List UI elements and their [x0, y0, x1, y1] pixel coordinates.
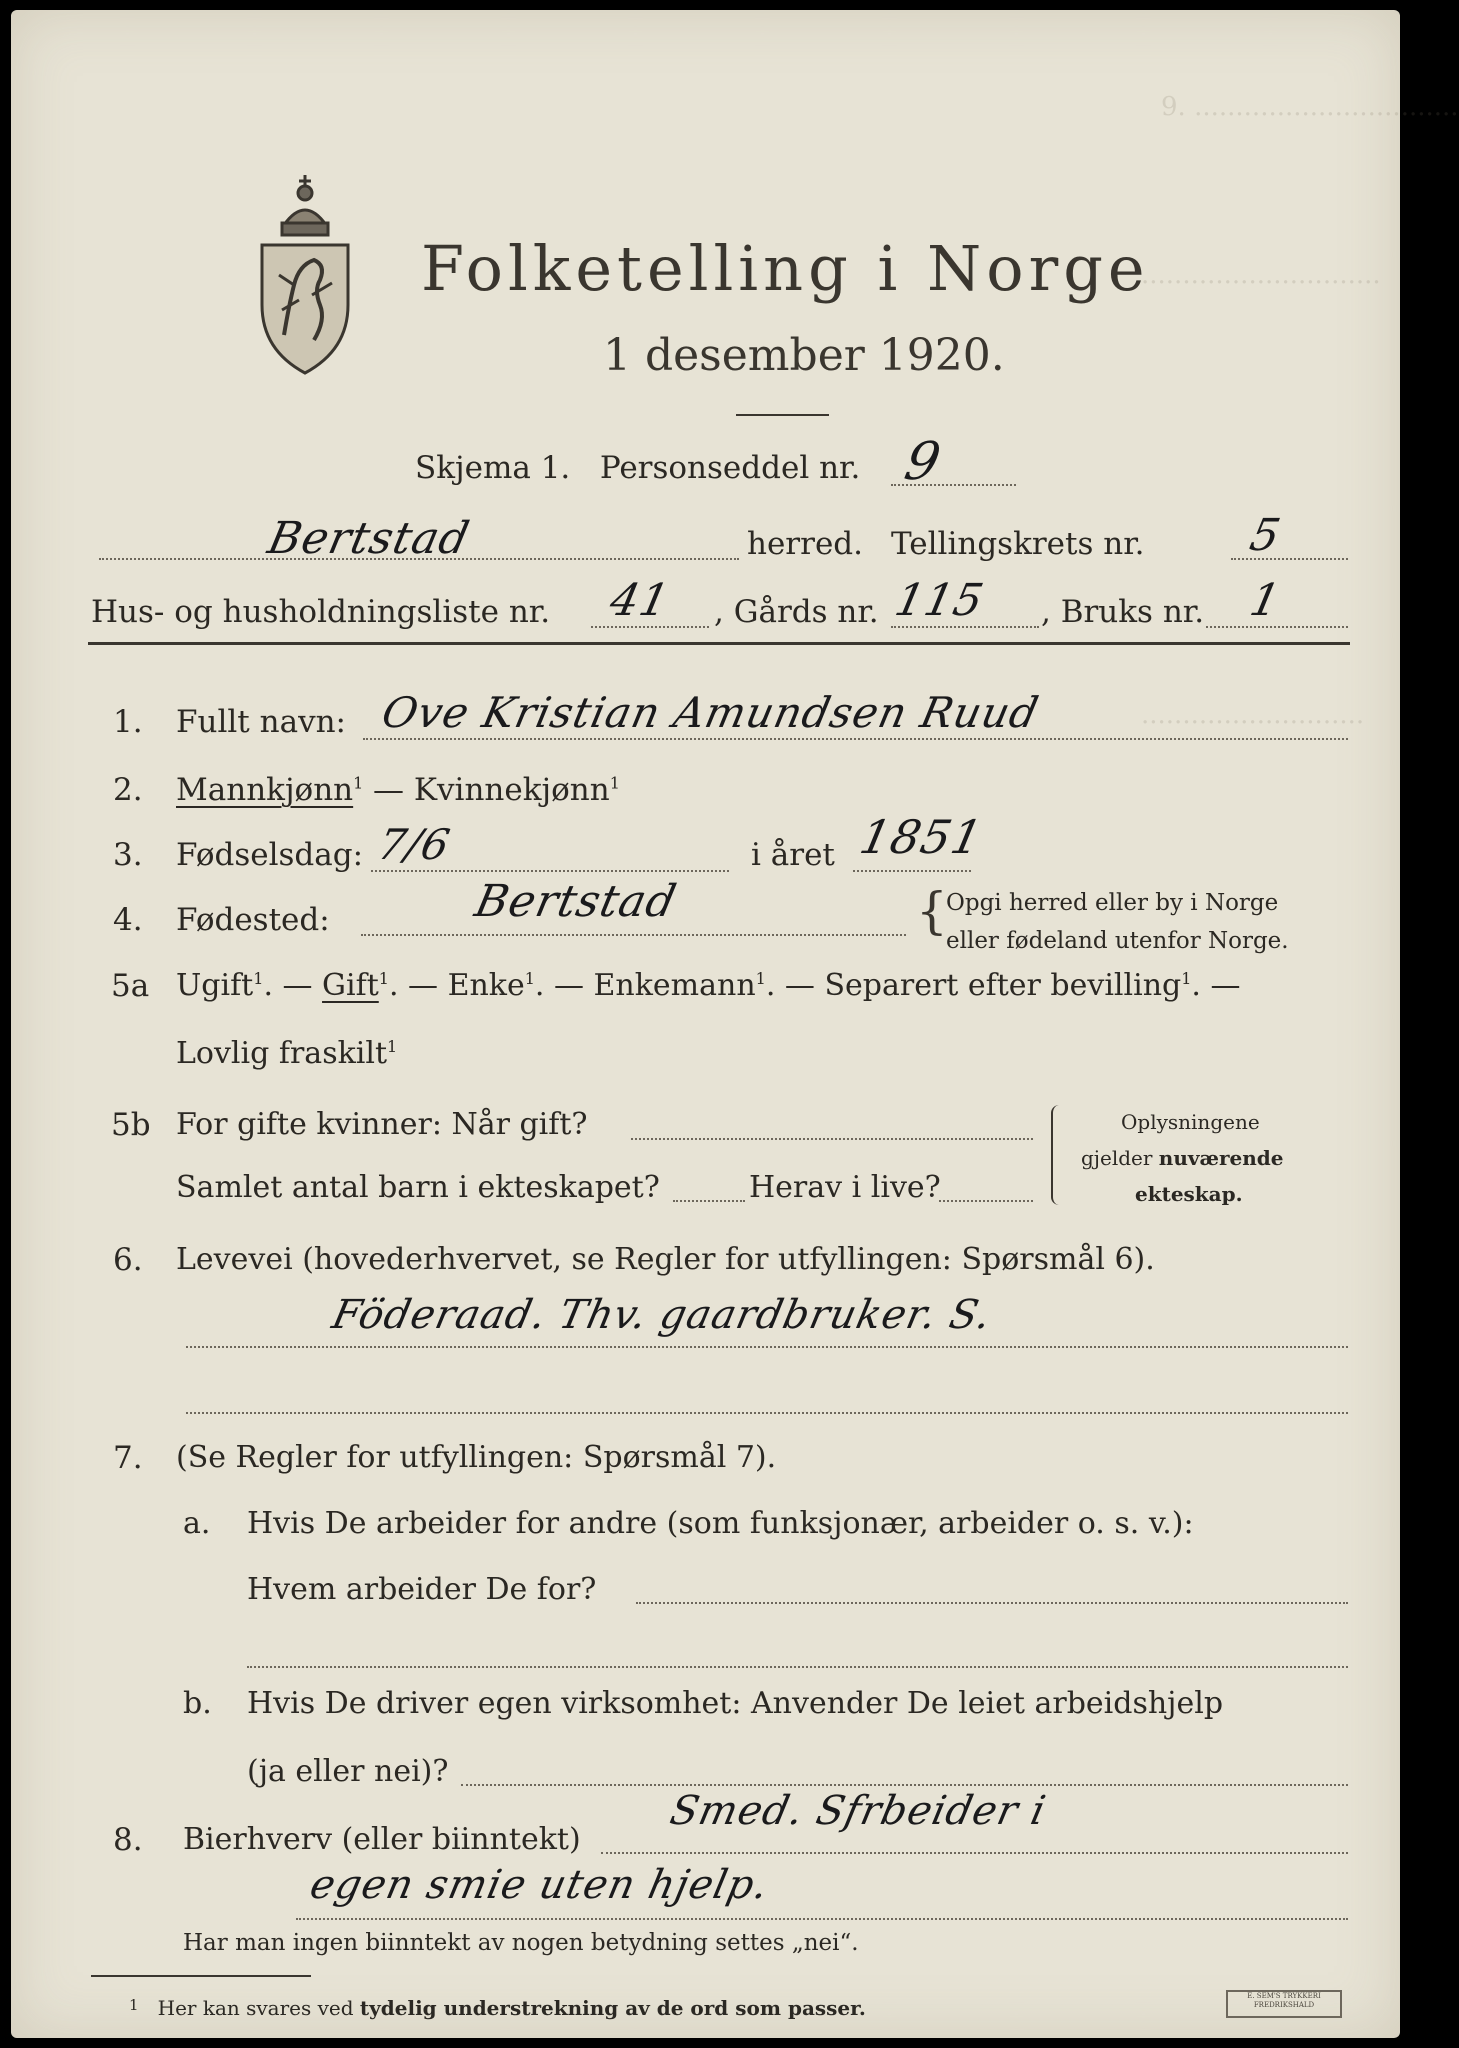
header-divider [88, 642, 1350, 645]
footnote-divider [91, 1975, 311, 1977]
footnote-number: 1 [129, 1996, 139, 2014]
holding-no-value: 1 [1245, 575, 1286, 626]
footnote-mark: 1 [609, 773, 620, 793]
printer-stamp-line: E. SEM'S TRYKKERI [1247, 1992, 1321, 2000]
q1-label: Fullt navn: [176, 704, 346, 740]
employer-field-line1[interactable] [636, 1602, 1348, 1604]
birthplace-value: Bertstad [470, 876, 682, 927]
q4-note-line1: Opgi herred eller by i Norge [946, 890, 1279, 916]
birthday-field[interactable] [371, 870, 729, 872]
form-date: 1 desember 1920. [603, 330, 1005, 381]
q4-label: Fødested: [176, 902, 330, 938]
q6-label: Levevei (hovederhvervet, se Regler for utfyllingen: Spørsmål 6). [176, 1242, 1155, 1277]
q5a-number: 5a [111, 968, 150, 1004]
farm-no-value: 115 [890, 575, 989, 626]
household-list-field[interactable] [591, 626, 709, 628]
option-married[interactable] [322, 968, 389, 1003]
q5b-number: 5b [111, 1107, 151, 1143]
herred-label: herred. [747, 526, 863, 562]
separator: . — [534, 968, 594, 1003]
secondary-income-value-line2: egen smie uten hjelp. [306, 1862, 773, 1908]
option-text: Ugift [176, 968, 254, 1003]
footnote-mark: 1 [387, 1037, 398, 1056]
footnote-mark: 1 [253, 969, 264, 988]
birth-year-field[interactable] [853, 870, 971, 872]
q8-number: 8. [113, 1822, 143, 1858]
district-value: 5 [1245, 510, 1286, 561]
farm-no-label: , Gårds nr. [714, 594, 879, 630]
q2-male-option[interactable] [176, 772, 363, 808]
q5b-note-line3: ekteskap. [1135, 1182, 1243, 1206]
schema-text: Skjema 1. [415, 450, 571, 486]
full-name-value: Ove Kristian Amundsen Ruud [377, 688, 1044, 737]
person-slip-label: Personseddel nr. [599, 450, 861, 486]
q5b-note-line1: Oplysningene [1121, 1110, 1260, 1134]
q5b-bracket [1051, 1105, 1063, 1205]
option-text: Gift [322, 968, 379, 1003]
option-text: Separert efter bevilling [824, 968, 1182, 1003]
option-separated[interactable] [824, 968, 1191, 1003]
q5b-label: For gifte kvinner: Når gift? [176, 1107, 588, 1142]
option-text: Lovlig fraskilt [176, 1036, 388, 1071]
occupation-field-line2[interactable] [186, 1412, 1348, 1414]
q7a-label: Hvis De arbeider for andre (som funksjonær, arbeider o. s. v.): [247, 1506, 1194, 1541]
bleed-through-text: 9. ................................ [1161, 92, 1459, 122]
district-label: Tellingskrets nr. [891, 526, 1145, 562]
bleed-through-text: ............................. [1141, 260, 1381, 290]
q2-number: 2. [113, 772, 143, 808]
q2-female-option[interactable] [373, 772, 620, 808]
q5b-note-line2 [1081, 1146, 1284, 1170]
title-divider [736, 414, 829, 416]
children-alive-field[interactable] [939, 1200, 1033, 1202]
note-text: gjelder [1081, 1146, 1153, 1170]
q6-number: 6. [113, 1242, 143, 1278]
option-widow[interactable] [448, 968, 535, 1003]
q3-label: Fødselsdag: [176, 837, 364, 873]
occupation-field-line1[interactable] [186, 1346, 1348, 1348]
secondary-income-field-line1[interactable] [601, 1852, 1348, 1854]
secondary-income-value-line1: Smed. Sfrbeider i [666, 1788, 1051, 1834]
footnote-mark: 1 [1181, 969, 1192, 988]
q5a-options [176, 968, 1241, 1003]
q7a-employer-label: Hvem arbeider De for? [247, 1572, 597, 1607]
household-list-label: Hus- og husholdningsliste nr. [91, 594, 551, 630]
q3-number: 3. [113, 837, 143, 873]
footnote-mark: 1 [755, 969, 766, 988]
female-option-text: — Kvinnekjønn [373, 772, 610, 808]
note-text-bold: nuværende [1158, 1146, 1284, 1170]
birth-year-value: 1851 [855, 810, 988, 864]
q7-label: (Se Regler for utfyllingen: Spørsmål 7). [176, 1440, 777, 1475]
separator: . — [1191, 968, 1241, 1003]
children-count-field[interactable] [673, 1200, 745, 1202]
person-slip-value: 9 [899, 432, 947, 492]
option-divorced[interactable] [176, 1036, 397, 1071]
separator: . — [263, 968, 323, 1003]
occupation-value: Föderaad. Thv. gaardbruker. S. [328, 1292, 996, 1338]
q7b-answer-label: (ja eller nei)? [247, 1754, 449, 1789]
footnote-text-bold: tydelig understrekning av de ord som passer. [359, 1996, 866, 2020]
marriage-date-field[interactable] [631, 1138, 1033, 1140]
census-form-page [11, 10, 1459, 2038]
q7b-label: Hvis De driver egen virksomhet: Anvender De leiet arbeidshjelp [247, 1686, 1224, 1721]
holding-no-label: , Bruks nr. [1041, 594, 1205, 630]
q7-number: 7. [113, 1440, 143, 1476]
option-widower[interactable] [594, 968, 766, 1003]
q7a-letter: a. [183, 1506, 211, 1541]
q4-brace: { [916, 882, 948, 940]
bleed-through-text: ........................... [1141, 700, 1365, 730]
coat-of-arms-icon [254, 165, 356, 380]
separator: . — [388, 968, 448, 1003]
birthplace-field[interactable] [361, 934, 906, 936]
q3-year-label: i året [751, 837, 835, 873]
q4-note-line2: eller fødeland utenfor Norge. [946, 928, 1289, 954]
hired-help-field[interactable] [461, 1784, 1348, 1786]
q1-number: 1. [113, 704, 143, 740]
q8-label: Bierhverv (eller biinntekt) [183, 1822, 581, 1857]
full-name-field[interactable] [363, 738, 1348, 740]
secondary-income-field-line2[interactable] [296, 1918, 1348, 1920]
footnote [129, 1996, 866, 2020]
q5b-children-label: Samlet antal barn i ekteskapet? [176, 1170, 660, 1205]
option-text: Enkemann [593, 968, 756, 1003]
option-unmarried[interactable] [176, 968, 263, 1003]
q5b-alive-label: Herav i live? [749, 1170, 941, 1205]
option-text: Enke [447, 968, 525, 1003]
footnote-text: Her kan svares ved [157, 1996, 354, 2020]
household-list-value: 41 [605, 575, 675, 626]
employer-field-line2[interactable] [247, 1666, 1348, 1668]
farm-no-field[interactable] [891, 626, 1039, 628]
footnote-mark: 1 [353, 773, 364, 793]
norway-coat-of-arms [254, 165, 356, 380]
holding-no-field[interactable] [1206, 626, 1348, 628]
q8-note: Har man ingen biinntekt av nogen betydning settes „nei“. [183, 1930, 859, 1956]
birthday-value: 7/6 [373, 820, 455, 869]
q4-number: 4. [113, 902, 143, 938]
separator: . — [765, 968, 825, 1003]
footnote-mark: 1 [378, 969, 389, 988]
male-option-text: Mannkjønn [176, 772, 354, 808]
q7b-letter: b. [183, 1686, 212, 1721]
schema-label [415, 450, 860, 486]
printer-stamp-line: FREDRIKSHALD [1253, 2001, 1315, 2009]
footnote-mark: 1 [524, 969, 535, 988]
municipality-value: Bertstad [263, 513, 475, 564]
printer-stamp [1226, 1990, 1342, 2018]
form-title: Folketelling i Norge [421, 232, 1150, 305]
